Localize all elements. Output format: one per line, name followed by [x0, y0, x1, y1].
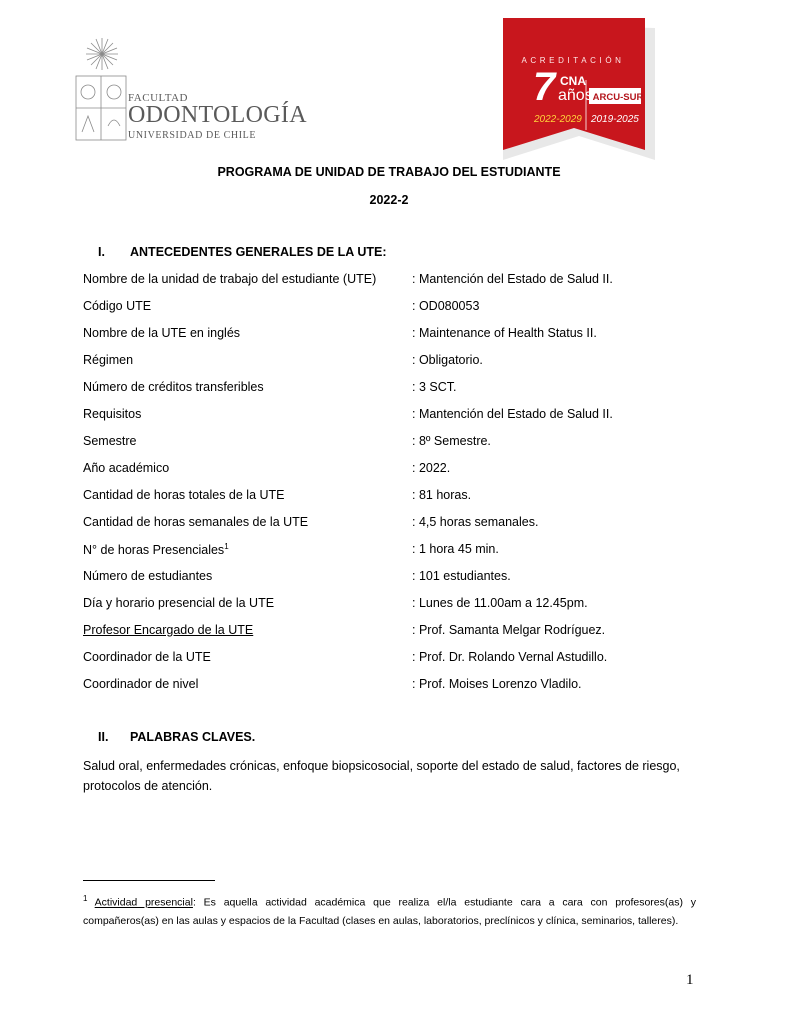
badge-cna-period: 2022-2029 — [534, 114, 582, 125]
info-value: : Lunes de 11.00am a 12.45pm. — [412, 596, 588, 610]
info-label: Régimen — [83, 353, 134, 367]
info-label-with-footnote — [83, 542, 229, 557]
info-value: : Prof. Samanta Melgar Rodríguez. — [412, 623, 606, 637]
info-value: : 1 hora 45 min. — [412, 542, 499, 556]
badge-arcu-period: 2019-2025 — [591, 114, 639, 125]
info-value: : Mantención del Estado de Salud II. — [412, 407, 613, 421]
badge-years-word: años — [558, 87, 593, 104]
info-label: Requisitos — [83, 407, 142, 421]
section-1-number: I. — [98, 245, 105, 259]
badge-accreditation-label: ACREDITACIÓN — [521, 56, 625, 65]
logo-faculty-label: FACULTAD — [128, 92, 188, 104]
info-value: : 81 horas. — [412, 488, 472, 502]
footnote-term: Actividad presencial — [94, 896, 193, 909]
info-value: : 101 estudiantes. — [412, 569, 511, 583]
footnote-ref: 1 — [224, 542, 229, 551]
section-1-title: ANTECEDENTES GENERALES DE LA UTE: — [130, 245, 387, 259]
info-value: : 3 SCT. — [412, 380, 457, 394]
info-value: : 2022. — [412, 461, 451, 475]
info-label: Coordinador de la UTE — [83, 650, 211, 664]
section-1-heading — [98, 245, 387, 259]
info-label: Código UTE — [83, 299, 152, 313]
info-label: Profesor Encargado de la UTE — [83, 623, 254, 637]
document-period: 2022-2 — [369, 193, 409, 207]
badge-years-number: 7 — [533, 65, 556, 109]
info-label: Año académico — [83, 461, 170, 475]
info-label: Número de créditos transferibles — [83, 380, 264, 394]
keywords-paragraph: Salud oral, enfermedades crónicas, enfoque biopsicosocial, soporte del estado de salud, factores de riesgo, protocolos de atención. — [83, 759, 680, 793]
badge-cna-label: CNA — [560, 74, 586, 88]
info-label: Nombre de la UTE en inglés — [83, 326, 241, 340]
info-value: : Prof. Moises Lorenzo Vladilo. — [412, 677, 582, 691]
info-value: : OD080053 — [412, 299, 480, 313]
footnote — [83, 890, 696, 930]
info-value: : Prof. Dr. Rolando Vernal Astudillo. — [412, 650, 608, 664]
footnote-marker: 1 — [83, 894, 88, 903]
document-title: PROGRAMA DE UNIDAD DE TRABAJO DEL ESTUDIANTE — [217, 165, 561, 179]
footnote-text: : Es aquella actividad académica que realiza el/la estudiante cara a cara con profesores(as) y compañeros(as) en las aulas y espacios de la Facultad (clases en aulas, laboratorios, preclínicos y clínica, seminarios, talleres). — [83, 896, 696, 927]
badge-arcu-label: ARCU-SUR — [592, 92, 644, 103]
info-label: Cantidad de horas semanales de la UTE — [83, 515, 309, 529]
info-label: Día y horario presencial de la UTE — [83, 596, 275, 610]
logo-faculty-name: ODONTOLOGÍA — [128, 102, 307, 128]
footnote-divider — [83, 880, 215, 881]
info-value: : Obligatorio. — [412, 353, 483, 367]
info-label: Semestre — [83, 434, 137, 448]
info-value: : Mantención del Estado de Salud II. — [412, 272, 613, 286]
info-label: Coordinador de nivel — [83, 677, 199, 691]
page-number: 1 — [686, 972, 694, 988]
section-2-number: II. — [98, 730, 109, 744]
info-label: Número de estudiantes — [83, 569, 213, 583]
section-2-title: PALABRAS CLAVES. — [130, 730, 256, 744]
info-value: : 4,5 horas semanales. — [412, 515, 539, 529]
info-value: : Maintenance of Health Status II. — [412, 326, 597, 340]
info-label: N° de horas Presenciales — [83, 543, 225, 558]
info-label: Cantidad de horas totales de la UTE — [83, 488, 285, 502]
university-crest-icon — [70, 34, 130, 146]
info-value: : 8º Semestre. — [412, 434, 491, 448]
section-2-heading — [98, 730, 255, 744]
info-label: Nombre de la unidad de trabajo del estudiante (UTE) — [83, 272, 377, 286]
accreditation-badge — [503, 18, 655, 160]
logo-university-label: UNIVERSIDAD DE CHILE — [128, 130, 257, 141]
